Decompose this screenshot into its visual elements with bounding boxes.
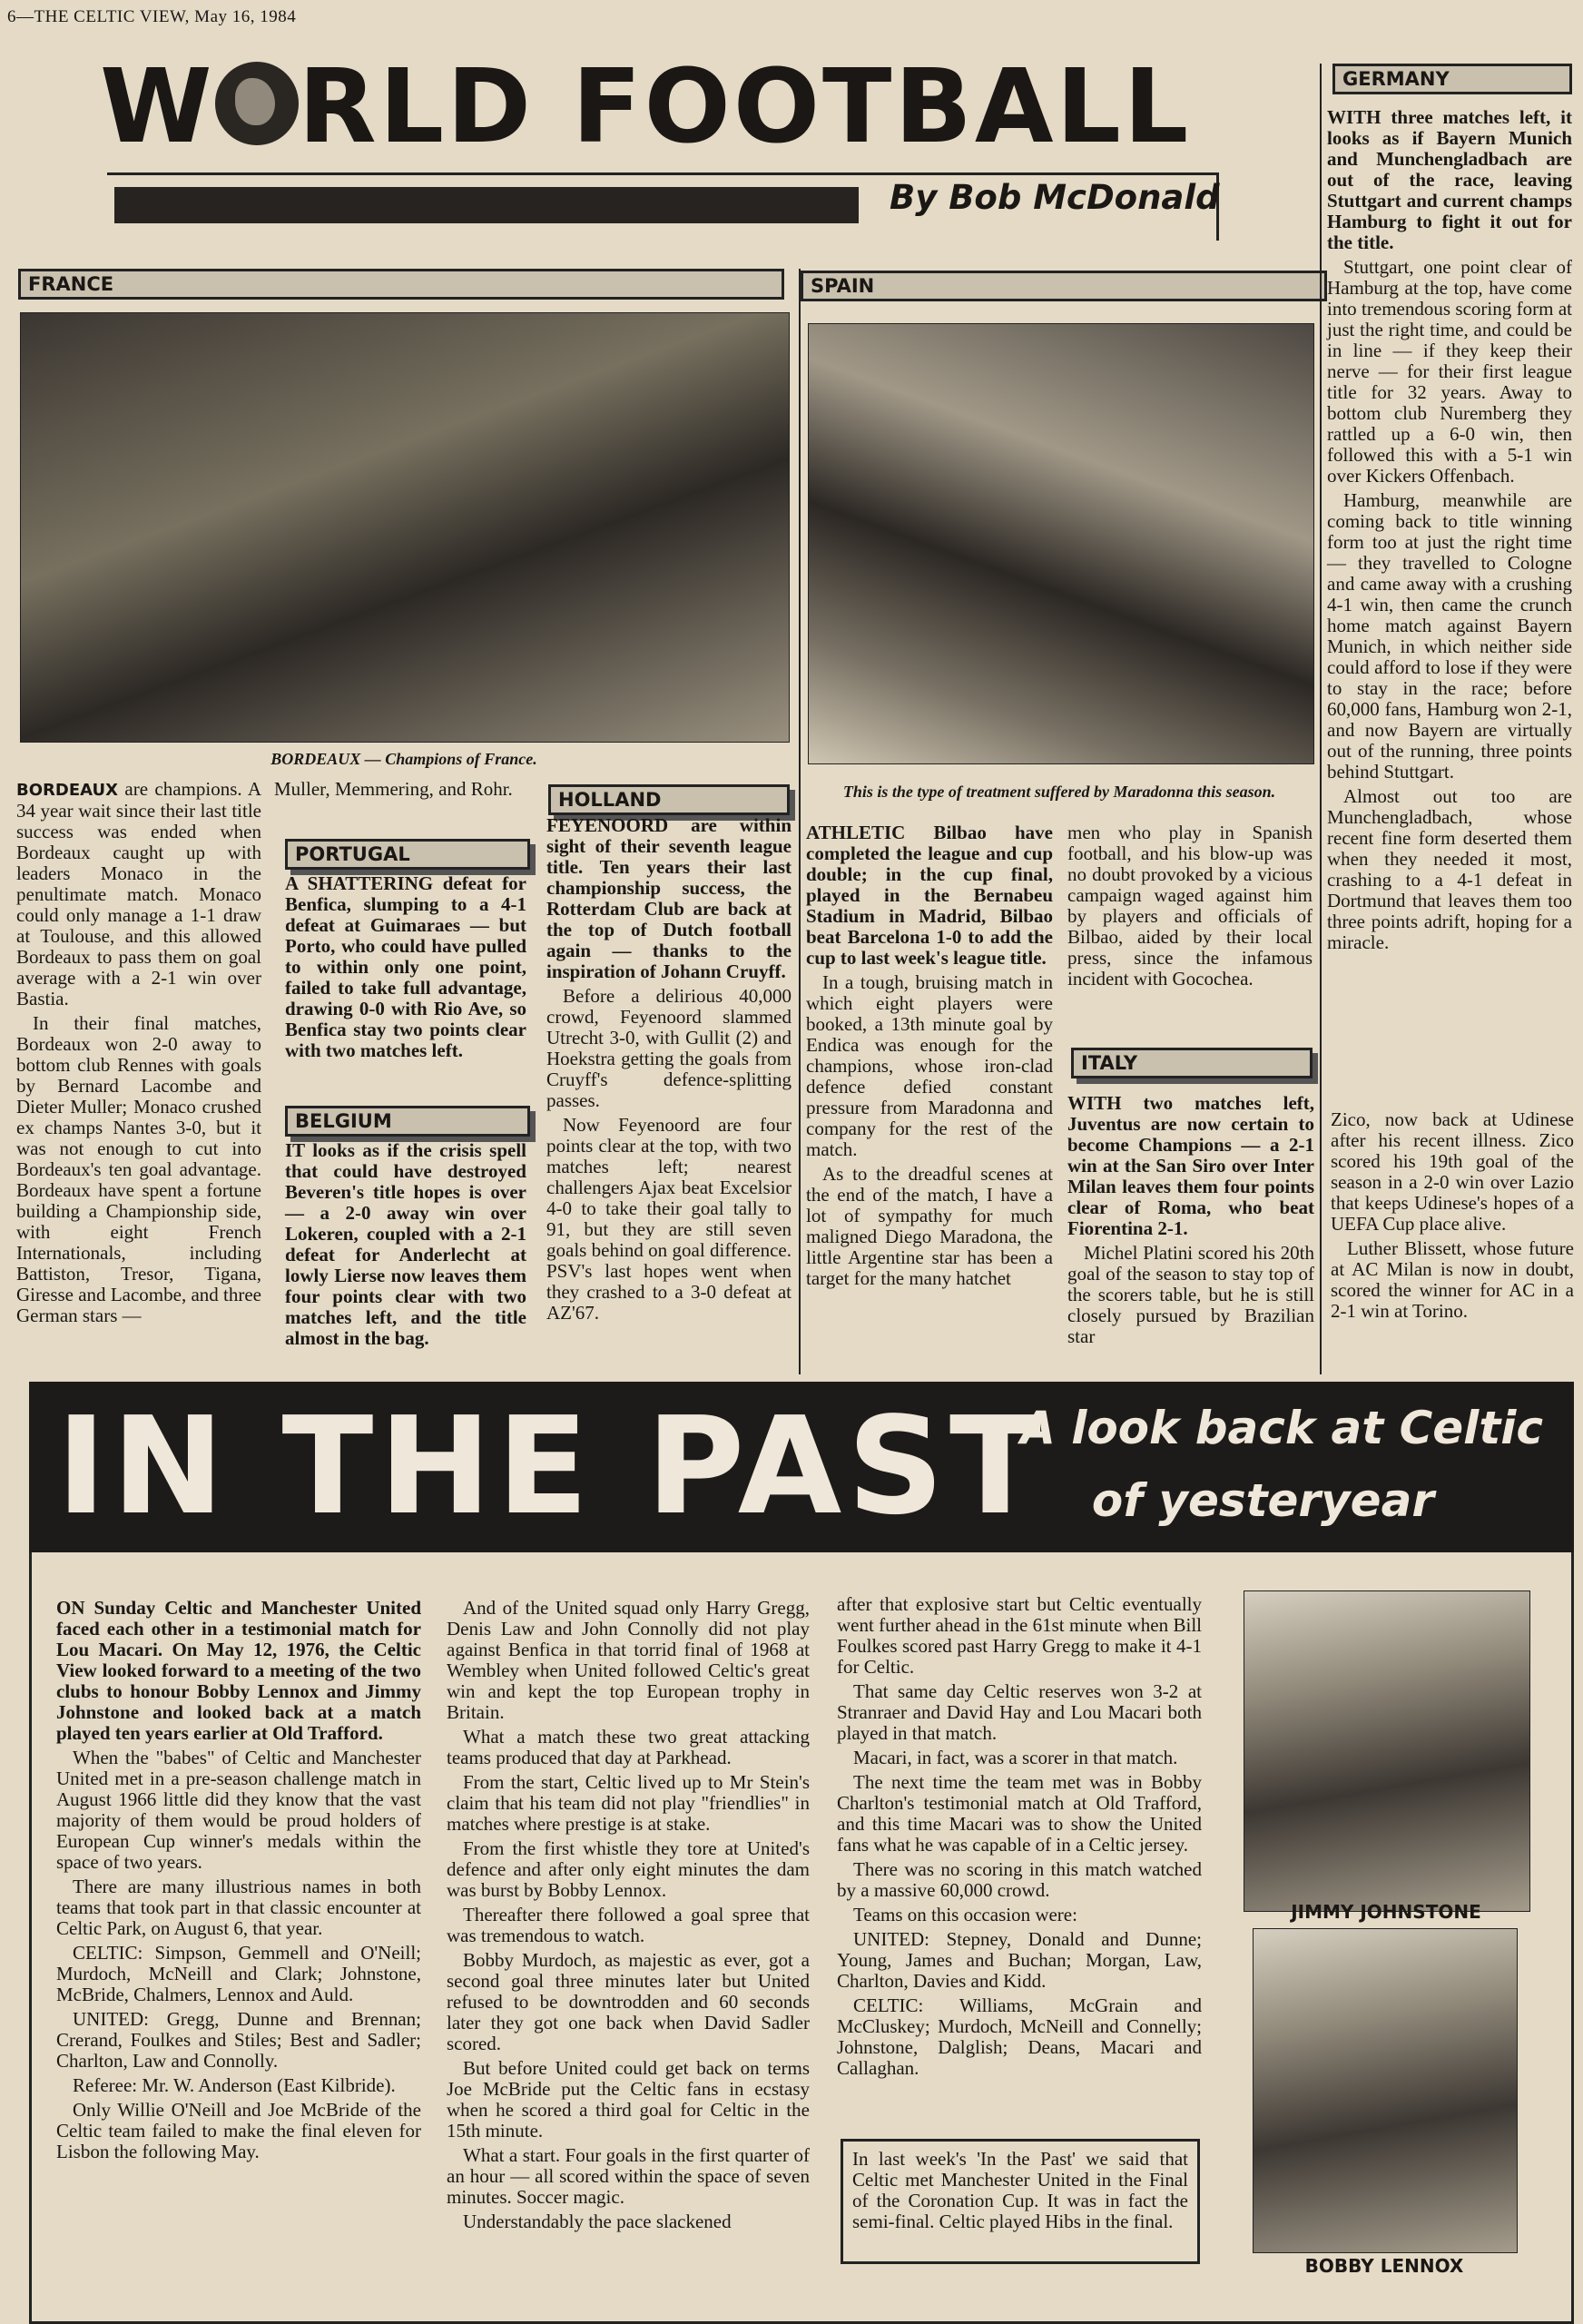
maradona-caption: This is the type of treatment suffered by Maradonna this season. bbox=[842, 783, 1276, 801]
jimmy-johnstone-label: JIMMY JOHNSTONE bbox=[1291, 1901, 1481, 1923]
belgium-column: IT looks as if the crisis spell that could have destroyed Beveren's title hopes is over — a 2-0 away win over Lokeren, coupled with a 2-1 defeat for Anderlecht at lowly Lierse now leaves them four points clear with two matches left, and the title almost in the bag. bbox=[285, 1139, 526, 1349]
byline: By Bob McDonald bbox=[890, 178, 1220, 217]
section-belgium: BELGIUM bbox=[285, 1106, 530, 1137]
bordeaux-team-photo bbox=[20, 312, 790, 743]
bobby-lennox-label: BOBBY LENNOX bbox=[1304, 2255, 1464, 2277]
spain-column: ATHLETIC Bilbao have completed the league and cup double; in the cup final, played in the Bernabeu Stadium in Madrid, Bilbao beat Barcelona 1-0 to add the cup to last week's league title. In a tough, bruising match in which eight players were booked, a 13th minute goal by Endica was enough for the champions, whose iron-clad defence defied constant pressure from Maradonna and company for the rest of the match. As to the dreadful scenes at the end of the match, I have a lot of sympathy for much maligned Diego Maradona, the little Argentine star has been a target for the many hatchet bbox=[806, 822, 1053, 1289]
france-column-cont: Muller, Memmering, and Rohr. bbox=[274, 778, 513, 800]
germany-column: WITH three matches left, it looks as if Bayern Munich and Munchengladbach are out of the race, leaving Stuttgart and current champs Hamburg to fight it out for the title. Stuttgart, one point clear of Hamburg at the top, have come into tremendous scoring form at just the right time, and could be in line — if they keep their nerve — for their first league title for 32 years. Away to bottom club Nuremberg they rattled up a 6-0 win, then followed this with a 5-1 win over Kickers Offenbach. Hamburg, meanwhile are coming back to title winning form too at just the right time — they travelled to Cologne and came away with a crushing 4-1 win, then came the crunch home match against Bayern Munich, in which neither side could afford to lose if they were to stay in the race; before 60,000 fans, Hamburg won 2-1, and now Bayern are virtually out of the running, three points behind Stuttgart. Almost out too are Munchengladbach, whose recent fine form deserted them when they needed it most, crashing to a 4-1 defeat in Dortmund that leaves them too three points adrift, hoping for a miracle. bbox=[1327, 106, 1572, 953]
world-football-title: W RLD FOOTBALL bbox=[100, 48, 1192, 166]
spain-column-cont: men who play in Spanish football, and his blow-up was no doubt provoked by a vicious campaign waged against him by players and officials of Bilbao, aided by their local press, since the infamous incident with Gocochea. bbox=[1067, 822, 1313, 990]
section-france: FRANCE bbox=[18, 269, 784, 300]
in-the-past-title: IN THE PAST bbox=[56, 1388, 1047, 1544]
section-holland: HOLLAND bbox=[548, 784, 790, 815]
past-column-2: And of the United squad only Harry Gregg, Denis Law and John Connolly did not play against Benfica in that torrid final of 1968 at Wembley when United followed Celtic's great win and kept the top European trophy in Britain. What a match these two great attacking teams produced that day at Parkhead. From the start, Celtic lived up to Mr Stein's claim that his team did not play "friendlies" in matches where prestige is at stake. From the first whistle they tore at United's defence and after only eight minutes the dam was burst by Bobby Lennox. Thereafter there followed a goal spree that was tremendous to watch. Bobby Murdoch, as majestic as ever, got a second goal three minutes later but United refused to be downtrodden and 60 seconds later they got one back when David Sadler scored. But before United could get back on terms Joe McBride put the Celtic fans in ecstasy when he scored a third goal for Celtic in the 15th minute. What a start. Four goals in the first quarter of an hour — all scored within the space of seven minutes. Soccer magic. Understandably the pace slackened bbox=[447, 1597, 810, 2232]
correction-text: In last week's 'In the Past' we said that Celtic met Manchester United in the Final of the Coronation Cup. It was in fact the semi-final. Celtic played Hibs in the final. bbox=[852, 2148, 1188, 2232]
bobby-lennox-photo bbox=[1253, 1928, 1518, 2253]
correction-box bbox=[841, 2139, 1200, 2264]
globe-icon bbox=[215, 62, 299, 145]
past-column-1: ON Sunday Celtic and Manchester United faced each other in a testimonial match for Lou Macari. On May 12, 1976, the Celtic View looked forward to a meeting of the two clubs to honour Bobby Lennox and Jimmy Johnstone and looked back at a match played ten years earlier at Old Trafford. When the "babes" of Celtic and Manchester United met in a pre-season challenge match in August 1966 little did they know that the vast majority of them would be proud holders of European Cup winner's medals within the space of two years. There are many illustrious names in both teams that took part in that classic encounter at Celtic Park, on August 6, that year. CELTIC: Simpson, Gemmell and O'Neill; Murdoch, McNeill and Clark; Johnstone, McBride, Chalmers, Lennox and Auld. UNITED: Gregg, Dunne and Brennan; Crerand, Foulkes and Stiles; Best and Sadler; Charlton, Law and Connolly. Referee: Mr. W. Anderson (East Kilbride). Only Willie O'Neill and Joe McBride of the Celtic team failed to make the final eleven for Lisbon the following May. bbox=[56, 1597, 421, 2162]
column-rule bbox=[799, 269, 801, 1374]
holland-column: FEYENOORD are within sight of their seventh league title. Ten years their last championship success, the Rotterdam Club are back at the top of Dutch football again — thanks to the inspiration of Johann Cruyff. Before a delirious 40,000 crowd, Feyenoord slammed Utrecht 3-0, with Gullit (2) and Hoekstra getting the goals from Cruyff's defence-splitting passes. Now Feyenoord are four points clear at the top, with two matches left; nearest challengers Ajax beat Excelsior 4-0 to take their goal tally to 91, but they are still seven goals behind on goal difference. PSV's last hopes went when they crashed to a 3-0 defeat at AZ'67. bbox=[546, 814, 792, 1324]
italy-column: WITH two matches left, Juventus are now certain to become Champions — a 2-1 win at the San Siro over Inter Milan leaves them four points clear of Roma, who beat Fiorentina 2-1. Michel Platini scored his 20th goal of the season to stay top of the scorers table, but he is still closely pursued by Brazilian star bbox=[1067, 1092, 1314, 1347]
page-header: 6—THE CELTIC VIEW, May 16, 1984 bbox=[7, 7, 297, 26]
section-portugal: PORTUGAL bbox=[285, 839, 530, 870]
jimmy-johnstone-photo bbox=[1244, 1590, 1530, 1912]
section-spain: SPAIN bbox=[801, 271, 1327, 301]
past-column-3: after that explosive start but Celtic eventually went further ahead in the 61st minute when Bill Foulkes scored past Harry Gregg to make it 4-1 for Celtic. That same day Celtic reserves won 3-2 at Stranraer and David Hay and Lou Macari both played in that match. Macari, in fact, was a scorer in that match. The next time the team met was in Bobby Charlton's testimonial match at Old Trafford, and this time Macari was to show the United fans what he was capable of in a Celtic jersey. There was no scoring in this match watched by a massive 60,000 crowd. Teams on this occasion were: UNITED: Stepney, Donald and Dunne; Young, James and Buchan; Morgan, Law, Charlton, Davies and Kidd. CELTIC: Williams, McGrain and McCluskey; Murdoch, McNeill and Connelly; Johnstone, Dalglish; Deans, Macari and Callaghan. bbox=[837, 1593, 1202, 2079]
france-column: BORDEAUX are champions. A 34 year wait since their last title success was ended when Bordeaux caught up with leaders Monaco in the penultimate match. Monaco could only manage a 1-1 draw at Toulouse, and this allowed Bordeaux to pass them on goal average with a 2-1 win over Bastia. In their final matches, Bordeaux won 2-0 away to bottom club Rennes with goals by Bernard Lacombe and Dieter Muller; Monaco crushed ex champs Nantes 3-0, but it was not enough to cut into Bordeaux's ten goal advantage. Bordeaux have spent a fortune building a Championship side, with eight French Internationals, including Battiston, Tresor, Tigana, Giresse and Lacombe, and three German stars — bbox=[16, 778, 261, 1326]
in-the-past-subtitle-2: of yesteryear bbox=[1091, 1474, 1434, 1527]
bordeaux-caption: BORDEAUX — Champions of France. bbox=[270, 750, 537, 768]
column-rule-right bbox=[1320, 64, 1322, 1374]
maradona-photo bbox=[808, 323, 1314, 764]
portugal-column: A SHATTERING defeat for Benfica, slumping to a 4-1 defeat at Guimaraes — but Porto, who could have pulled to within only one point, failed to take full advantage, drawing 0-0 with Rio Ave, so Benfica stay two points clear with two matches left. bbox=[285, 872, 526, 1061]
italy-column-cont: Zico, now back at Udinese after his recent illness. Zico scored his 19th goal of the season in a 2-0 win over Lazio that keeps Udinese's hopes of a UEFA Cup place alive. Luther Blissett, whose future at AC Milan is now in doubt, scored the winner for AC in a 2-1 win at Torino. bbox=[1331, 1108, 1574, 1322]
byline-bar bbox=[114, 187, 859, 223]
section-italy: ITALY bbox=[1071, 1048, 1313, 1078]
in-the-past-subtitle-1: A look back at Celtic bbox=[1020, 1402, 1543, 1454]
section-germany: GERMANY bbox=[1332, 64, 1572, 94]
